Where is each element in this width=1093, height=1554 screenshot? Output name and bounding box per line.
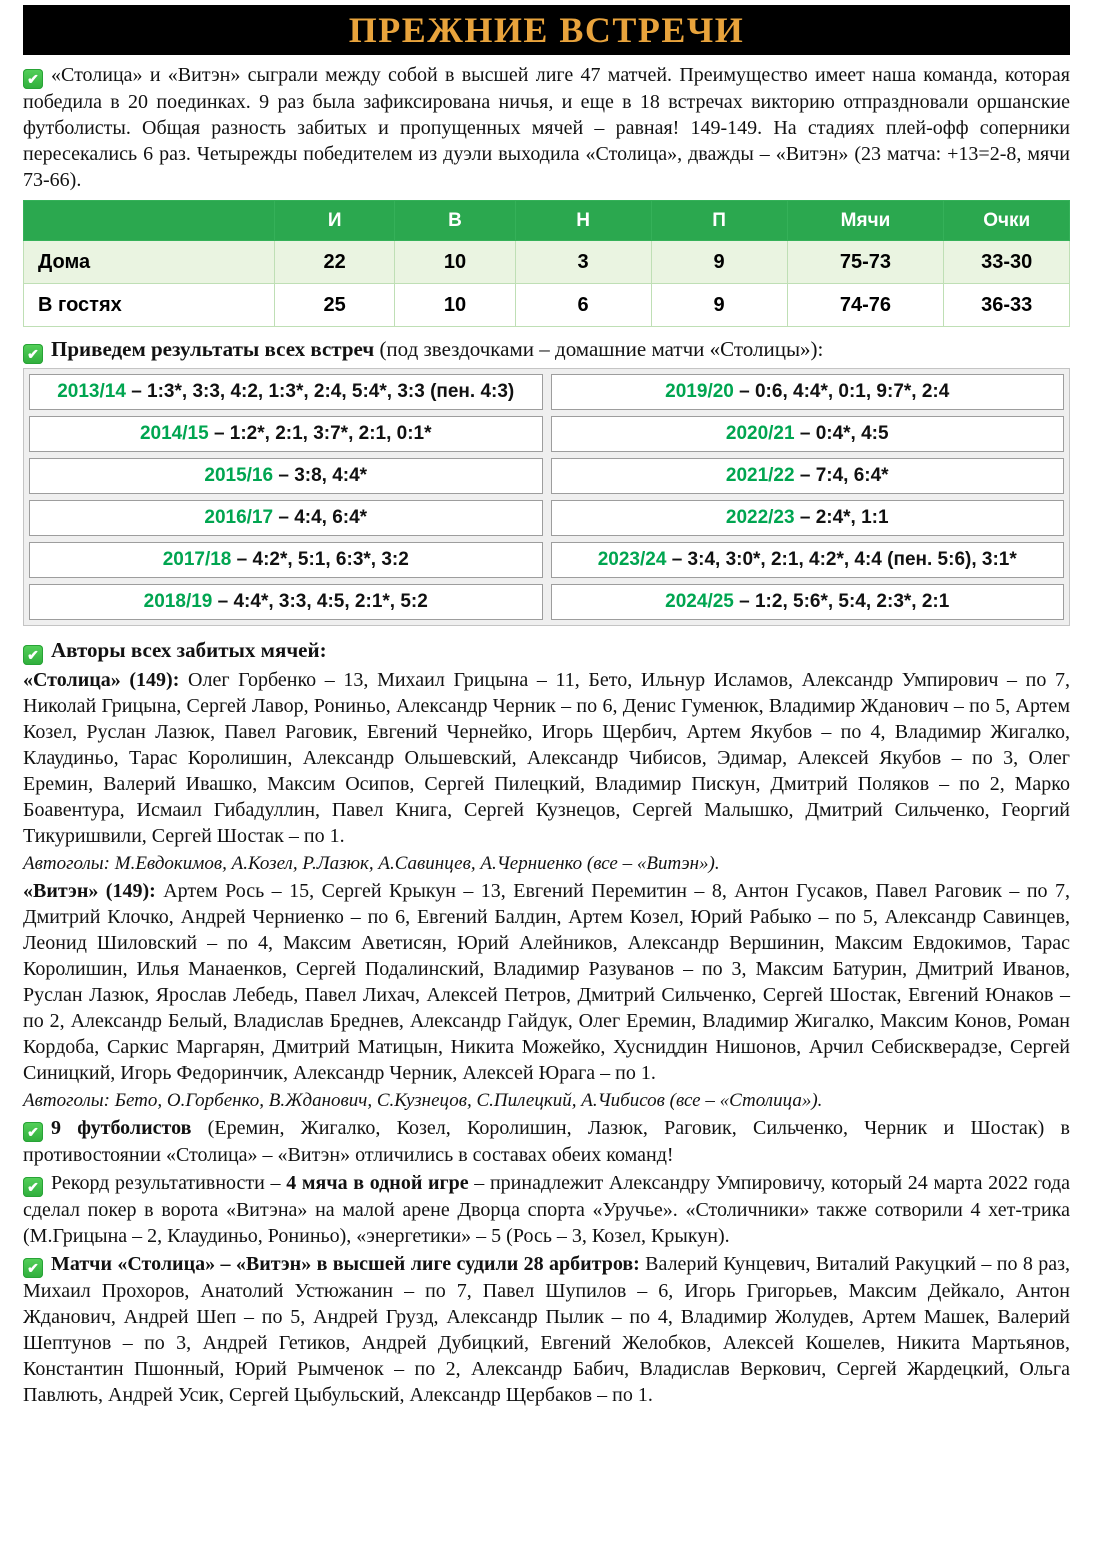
record-paragraph [23, 1170, 1070, 1249]
results-heading-rest: (под звездочками – домашние матчи «Столицы»): [374, 337, 824, 361]
stolitsa-scorers-text: Олег Горбенко – 13, Михаил Грицына – 11, Бето, Ильнур Исламов, Александр Умпирович – по 7, Николай Грицына, Сергей Лавор, Рониньо, Александр Черник – по 6, Денис Гуменюк, Владимир Жданович – по 5, Артем Козел, Руслан Лазюк, Павел Раговик, Евгений Чернейко, Игорь Щербич, Артем Якубов – по 4, Владимир Жигалко, Клаудиньо, Тарас Королишин, Александр Ольшевский, Александр Чибисов, Эдимар, Алексей Якубов – по 3, Олег Еремин, Валерий Ивашко, Максим Осипов, Сергей Пилецкий, Владимир Пискун, Дмитрий Поляков – по 2, Марко Боавентура, Исмаил Гибадуллин, Павел Книга, Сергей Кузнецов, Сергей Малышко, Дмитрий Сильченко, Георгий Тикуришвили, Сергей Шостак – по 1. [23, 669, 1070, 847]
season-cell [551, 500, 1065, 536]
season-cell [551, 416, 1065, 452]
season-cell [551, 374, 1065, 410]
cell-goals: 75-73 [787, 241, 944, 284]
scorers-heading [23, 636, 1070, 665]
season-result: – 1:3*, 3:3, 4:2, 1:3*, 2:4, 5:4*, 3:3 (пен. 4:3) [131, 381, 515, 402]
season-cell [29, 416, 543, 452]
page-title: ПРЕЖНИЕ ВСТРЕЧИ [348, 10, 745, 50]
season-year: 2016/17 [204, 507, 274, 528]
column-header-wins: В [395, 201, 515, 241]
cell-wins: 10 [395, 241, 515, 284]
referees-bold: Матчи «Столица» – «Витэн» в высшей лиге судили 28 арбитров: [51, 1253, 640, 1275]
check-icon: ✔ [23, 344, 43, 364]
check-icon: ✔ [23, 1258, 43, 1278]
season-result: – 7:4, 6:4* [799, 465, 889, 486]
season-year: 2013/14 [57, 381, 126, 402]
check-icon: ✔ [23, 1177, 43, 1197]
season-year: 2022/23 [725, 507, 795, 528]
column-header-goals: Мячи [787, 201, 944, 241]
season-cell [29, 500, 543, 536]
season-year: 2020/21 [725, 423, 795, 444]
seasons-grid [23, 368, 1070, 626]
season-year: 2021/22 [725, 465, 795, 486]
viten-scorers-paragraph [23, 878, 1070, 1086]
viten-scorers-text: Артем Рось – 15, Сергей Крыкун – 13, Евгений Перемитин – 8, Антон Гусаков, Павел Раговик – по 7, Дмитрий Клочко, Андрей Черниенко – по 6, Евгений Балдин, Артем Козел, Юрий Рабыко – по 5, Александр Савинцев, Леонид Шиловский – по 4, Максим Аветисян, Юрий Алейников, Александр Вершинин, Максим Евдокимов, Тарас Королишин, Илья Манаенков, Сергей Подалинский, Владимир Разуванов – по 3, Максим Батурин, Дмитрий Иванов, Руслан Лазюк, Ярослав Лебедь, Павел Лихач, Алексей Петров, Дмитрий Сильченко, Сергей Шостак, Евгений Юнаков – по 2, Александр Белый, Владислав Бреднев, Александр Гайдук, Олег Еремин, Владимир Жигалко, Максим Конов, Роман Кордоба, Саркис Маргарян, Дмитрий Матицын, Никита Можейко, Хусниддин Нишонов, Арчил Себискверадзе, Сергей Синицкий, Игорь Федоринчик, Александр Черник, Алексей Юрага – по 1. [23, 880, 1070, 1084]
cell-games: 25 [275, 284, 395, 327]
record-post: – принадлежит Александру Умпировичу, который 24 марта 2022 года сделал покер в ворота «Витэна» на малой арене Дворца спорта «Уручье». «Столичники» также сотворили 4 хет-трика (М.Грицына – 2, Клаудиньо, Рониньо), «энергетики» – 5 (Рось – 3, Козел, Крыкун). [23, 1172, 1071, 1247]
season-cell [29, 542, 543, 578]
season-result: – 1:2, 5:6*, 5:4, 2:3*, 2:1 [739, 591, 950, 612]
season-result: – 0:4*, 4:5 [799, 423, 889, 444]
stolitsa-lead: «Столица» (149): [23, 669, 180, 691]
cell-wins: 10 [395, 284, 515, 327]
season-year: 2019/20 [665, 381, 734, 402]
nine-players-paragraph [23, 1115, 1070, 1168]
column-header-losses: П [651, 201, 787, 241]
summary-table [23, 200, 1070, 327]
cell-losses: 9 [651, 241, 787, 284]
nine-players-bold: 9 футболистов [51, 1117, 192, 1139]
season-result: – 3:8, 4:4* [278, 465, 368, 486]
summary-table-row-away [24, 284, 1070, 327]
nine-players-text: (Еремин, Жигалко, Козел, Королишин, Лазюк, Раговик, Сильченко, Черник и Шостак) в противостоянии «Столица» – «Витэн» отличились в составах обеих команд! [23, 1117, 1070, 1166]
column-header-empty [24, 201, 275, 241]
cell-points: 36-33 [944, 284, 1070, 327]
intro-text: «Столица» и «Витэн» сыграли между собой в высшей лиге 47 матчей. Преимущество имеет наша команда, которая победила в 20 поединках. 9 раз была зафиксирована ничья, и еще в 18 встречах викторию отпраздновали оршанские футболисты. Общая разность забитых и пропущенных мячей – равная! 149-149. На стадиях плей-офф соперники пересекались 6 раз. Четырежды победителем из дуэли выходила «Столица», дважды – «Витэн» (23 матча: +13=2-8, мячи 73-66). [23, 64, 1070, 191]
season-cell [551, 458, 1065, 494]
season-cell [29, 584, 543, 620]
column-header-points: Очки [944, 201, 1070, 241]
season-result: – 4:4, 6:4* [278, 507, 368, 528]
intro-paragraph [23, 62, 1070, 193]
check-icon: ✔ [23, 69, 43, 89]
stolitsa-scorers-paragraph [23, 667, 1070, 849]
season-year: 2014/15 [139, 423, 209, 444]
record-pre: Рекорд результативности – [51, 1172, 287, 1194]
season-year: 2023/24 [597, 549, 667, 570]
viten-lead: «Витэн» (149): [23, 880, 156, 902]
check-icon: ✔ [23, 1122, 43, 1142]
summary-table-header-row [24, 201, 1070, 241]
referees-text: Валерий Кунцевич, Виталий Ракуцкий – по 8 раз, Михаил Прохоров, Анатолий Устюжанин – по 7, Павел Шупилов – 6, Игорь Григорьев, Максим Дейкало, Антон Жданович, Андрей Шеп – по 5, Андрей Грузд, Александр Пылик – по 4, Владимир Жолудев, Артем Машек, Валерий Шептунов – по 3, Андрей Гетиков, Андрей Дубицкий, Евгений Желобков, Алексей Кошелев, Никита Мартьянов, Константин Пшонный, Юрий Рымченок – по 2, Александр Бабич, Владислав Веркович, Сергей Жардецкий, Ольга Павлють, Андрей Усик, Сергей Цыбульский, Александр Щербаков – по 1. [23, 1253, 1070, 1406]
season-result: – 4:2*, 5:1, 6:3*, 3:2 [236, 549, 409, 570]
season-year: 2017/18 [162, 549, 232, 570]
scorers-heading-text: Авторы всех забитых мячей: [51, 638, 327, 662]
season-result: – 1:2*, 2:1, 3:7*, 2:1, 0:1* [213, 423, 432, 444]
cell-draws: 6 [515, 284, 651, 327]
column-header-games: И [275, 201, 395, 241]
masthead [23, 5, 1070, 55]
viten-autogoals-line: Автоголы: Бето, О.Горбенко, В.Жданович, С.Кузнецов, С.Пилецкий, А.Чибисов (все – «Столица»). [23, 1090, 823, 1111]
cell-points: 33-30 [944, 241, 1070, 284]
season-cell [551, 542, 1065, 578]
referees-paragraph [23, 1251, 1070, 1408]
season-year: 2015/16 [204, 465, 274, 486]
season-year: 2024/25 [665, 591, 734, 612]
season-result: – 3:4, 3:0*, 2:1, 4:2*, 4:4 (пен. 5:6), 3:1* [671, 549, 1017, 570]
cell-draws: 3 [515, 241, 651, 284]
check-icon: ✔ [23, 645, 43, 665]
row-label: В гостях [24, 284, 275, 327]
column-header-draws: Н [515, 201, 651, 241]
results-heading [23, 335, 1070, 364]
row-label: Дома [24, 241, 275, 284]
cell-goals: 74-76 [787, 284, 944, 327]
cell-games: 22 [275, 241, 395, 284]
season-result: – 4:4*, 3:3, 4:5, 2:1*, 5:2 [217, 591, 428, 612]
season-cell [29, 374, 543, 410]
season-cell [29, 458, 543, 494]
season-cell [551, 584, 1065, 620]
results-heading-bold: Приведем результаты всех встреч [51, 337, 375, 361]
record-bold: 4 мяча в одной игре [286, 1172, 469, 1194]
season-result: – 2:4*, 1:1 [799, 507, 889, 528]
season-year: 2018/19 [143, 591, 213, 612]
season-result: – 0:6, 4:4*, 0:1, 9:7*, 2:4 [739, 381, 950, 402]
summary-table-row-home [24, 241, 1070, 284]
stolitsa-autogoals-line: Автоголы: М.Евдокимов, А.Козел, Р.Лазюк, А.Савинцев, А.Черниенко (все – «Витэн»). [23, 853, 720, 874]
cell-losses: 9 [651, 284, 787, 327]
